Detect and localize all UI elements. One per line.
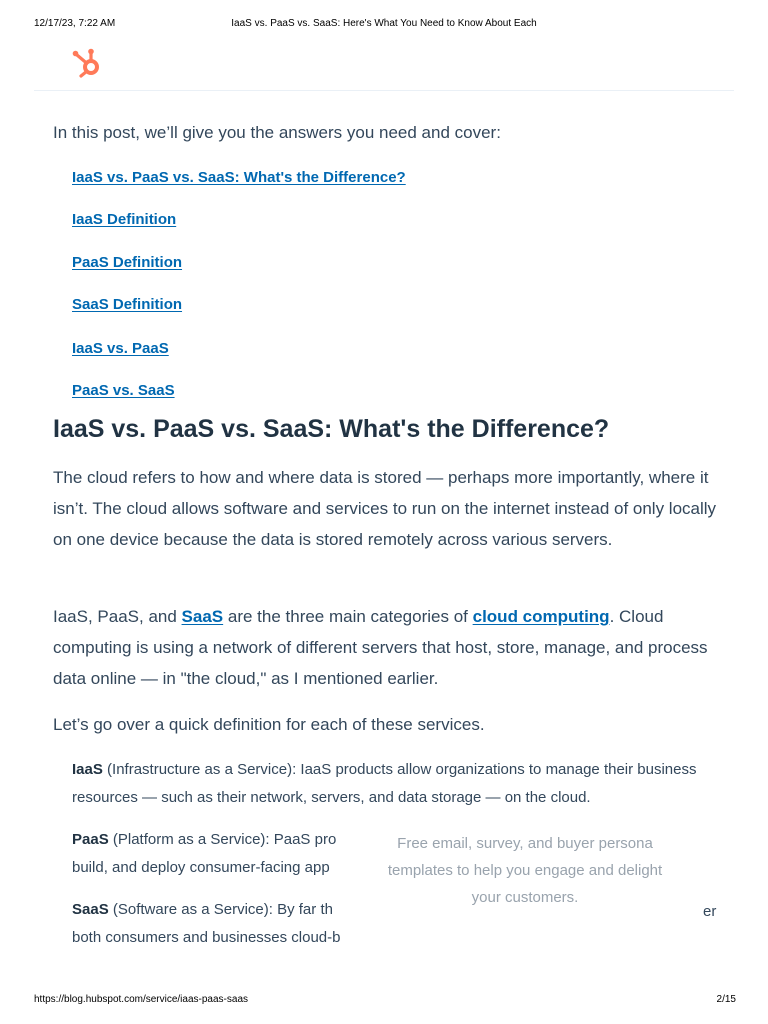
section-heading: IaaS vs. PaaS vs. SaaS: What's the Difference?	[53, 415, 610, 443]
print-header	[0, 18, 768, 32]
print-url: https://blog.hubspot.com/service/iaas-paas-saas	[34, 994, 248, 1005]
templates-cta-text: Free email, survey, and buyer persona templates to help you engage and delight your customers.	[387, 835, 663, 906]
definition-saas-edge-fragment: er	[703, 903, 717, 920]
toc-link-difference[interactable]: IaaS vs. PaaS vs. SaaS: What's the Difference?	[72, 169, 406, 186]
templates-cta-overlay[interactable]	[350, 822, 700, 967]
paragraph-cloud: The cloud refers to how and where data is stored — perhaps more importantly, where it isn’t. The cloud allows software and services to run on the internet instead of only locally on one device because the data is stored remotely across various servers.	[53, 468, 717, 549]
print-footer	[0, 994, 768, 1008]
print-page-number: 2/15	[716, 994, 736, 1005]
print-datetime: 12/17/23, 7:22 AM	[34, 18, 116, 29]
header-divider	[34, 90, 734, 91]
paragraph-definitions-intro: Let’s go over a quick definition for each of these services.	[53, 715, 485, 734]
paragraph-categories	[53, 601, 723, 694]
print-document-title: IaaS vs. PaaS vs. SaaS: Here's What You Need to Know About Each	[231, 18, 537, 29]
definition-term: PaaS	[72, 831, 109, 848]
definition-text: (Platform as a Service): PaaS pro	[108, 831, 337, 848]
paragraph-text: . Cloud computing is using a network of different servers that host, store, manage, and process data online — in "the cloud," as I mentioned earlier.	[53, 607, 708, 688]
toc-link-saas-definition[interactable]: SaaS Definition	[72, 296, 183, 313]
intro-text: In this post, we’ll give you the answers you need and cover:	[53, 123, 501, 142]
paragraph-text: IaaS, PaaS, and	[53, 607, 182, 626]
definition-iaas	[72, 756, 697, 812]
toc-link-iaas-definition[interactable]: IaaS Definition	[72, 211, 177, 228]
definition-text-line2: build, and deploy consumer-facing app	[72, 859, 330, 876]
paragraph-text: are the three main categories of	[223, 607, 473, 626]
toc-link-paas-definition[interactable]: PaaS Definition	[72, 254, 183, 271]
hubspot-sprocket-icon	[70, 45, 106, 81]
definition-text: (Software as a Service): By far th	[108, 901, 333, 918]
cloud-computing-link[interactable]: cloud computing	[472, 607, 610, 626]
definition-text-line2: both consumers and businesses cloud-b	[72, 929, 341, 946]
toc-link-iaas-vs-paas[interactable]: IaaS vs. PaaS	[72, 340, 169, 357]
saas-link[interactable]: SaaS	[181, 607, 224, 626]
definition-term: SaaS	[72, 901, 109, 918]
definition-term: IaaS	[72, 761, 103, 778]
toc-link-paas-vs-saas[interactable]: PaaS vs. SaaS	[72, 382, 175, 399]
definition-text: (Infrastructure as a Service): IaaS products allow organizations to manage their business resources — such as their network, servers, and data storage — on the cloud.	[72, 761, 697, 806]
hubspot-logo[interactable]	[70, 45, 106, 81]
